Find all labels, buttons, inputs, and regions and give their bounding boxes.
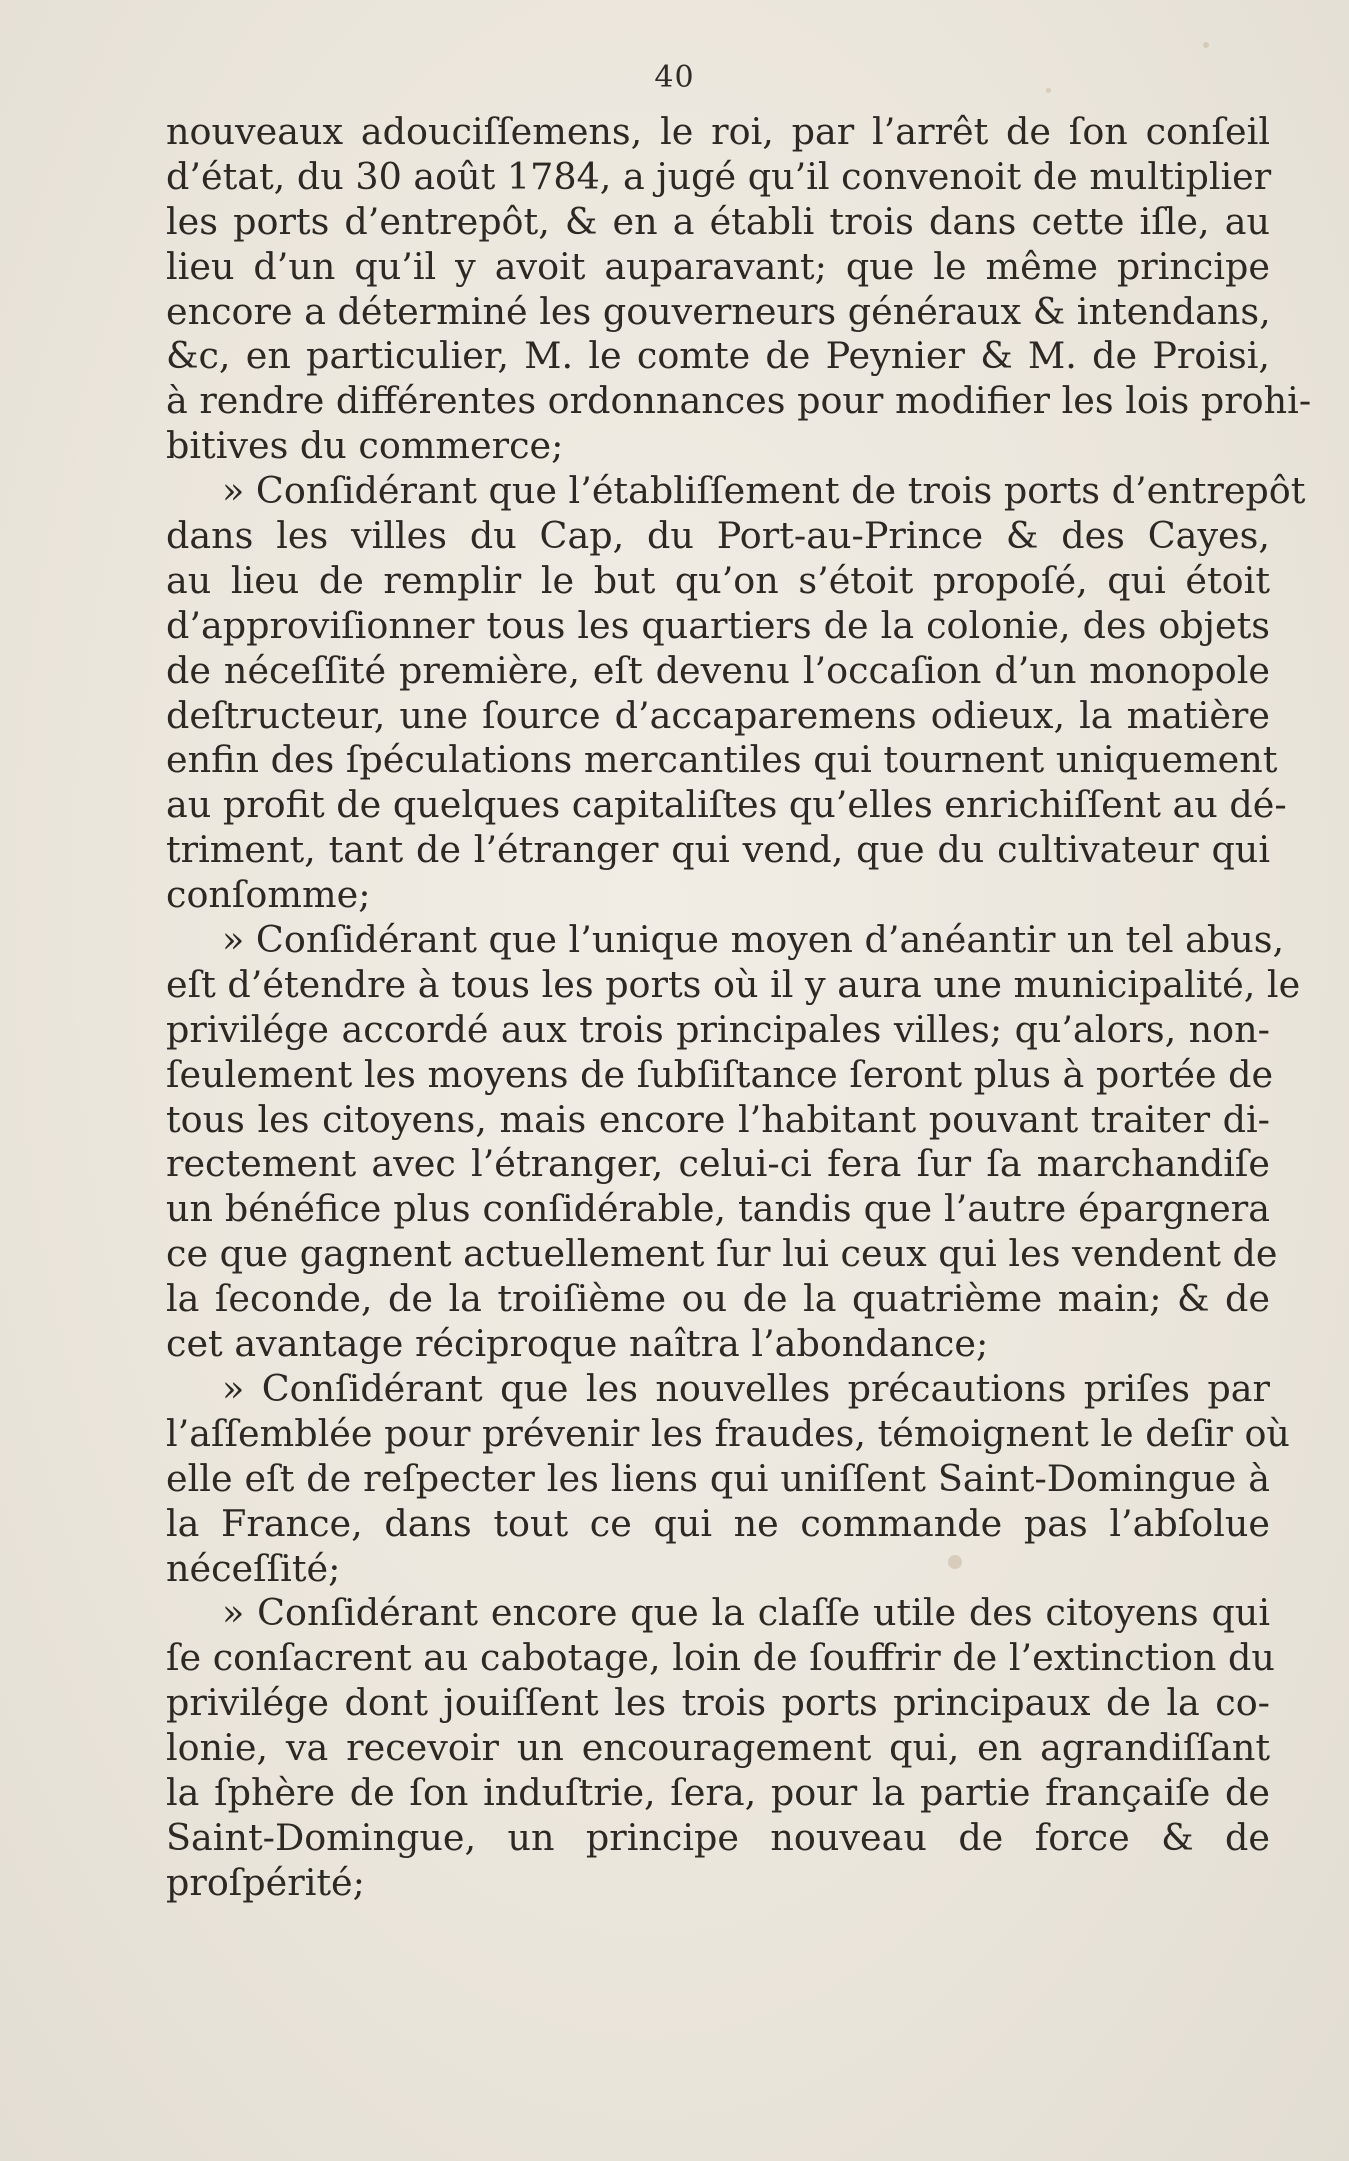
text-line: triment, tant de l’étranger qui vend, que du cultivateur qui <box>166 828 1270 872</box>
text-line: un bénéfice plus conſidérable, tandis que l’autre épargnera <box>166 1187 1270 1231</box>
text-line: enfin des ſpéculations mercantiles qui tournent uniquement <box>166 738 1278 782</box>
text-line: lonie, va recevoir un encouragement qui, en agrandiſſant <box>166 1726 1270 1770</box>
text-line: lieu d’un qu’il y avoit auparavant; que le même principe <box>166 244 1270 288</box>
text-line: &c, en particulier, M. le comte de Peynier & M. de Proisi, <box>166 334 1270 378</box>
text-line: la ſphère de ſon induſtrie, ſera, pour la partie françaiſe de <box>166 1770 1270 1814</box>
text-line: au lieu de remplir le but qu’on s’étoit propoſé, qui étoit <box>166 558 1270 602</box>
text-line: » Conſidérant encore que la claſſe utile des citoyens qui <box>222 1591 1270 1635</box>
text-line: de néceſſité première, eſt devenu l’occaſion d’un monopole <box>166 648 1270 692</box>
text-line: rectement avec l’étranger, celui-ci fera ſur ſa marchandiſe <box>166 1142 1270 1186</box>
text-line: d’état, du 30 août 1784, a jugé qu’il convenoit de multiplier <box>166 154 1272 198</box>
text-line: ſe conſacrent au cabotage, loin de ſouffrir de l’extinction du <box>166 1636 1275 1680</box>
page-number: 40 <box>654 60 695 95</box>
text-line: » Conſidérant que l’unique moyen d’anéantir un tel abus, <box>222 918 1285 962</box>
text-line: elle eſt de reſpecter les liens qui uniſſent Saint-Domingue à <box>166 1456 1270 1500</box>
text-line: néceſſité; <box>166 1546 341 1590</box>
text-line: conſomme; <box>166 873 371 917</box>
text-line: » Conſidérant que l’établiſſement de trois ports d’entrepôt <box>222 469 1306 513</box>
text-line: ſeulement les moyens de ſubſiſtance ſeront plus à portée de <box>166 1052 1274 1096</box>
text-line: au profit de quelques capitaliſtes qu’elles enrichiſſent au dé- <box>166 783 1287 827</box>
paper-speck <box>1203 42 1209 48</box>
text-line: la France, dans tout ce qui ne commande pas l’abſolue <box>166 1501 1270 1545</box>
text-line: encore a déterminé les gouverneurs généraux & intendans, <box>166 289 1271 333</box>
page-body-text <box>166 110 1312 1906</box>
text-line: à rendre différentes ordonnances pour modifier les lois prohi- <box>166 379 1312 423</box>
text-line: d’approviſionner tous les quartiers de la colonie, des objets <box>166 603 1270 647</box>
text-line: tous les citoyens, mais encore l’habitant pouvant traiter di- <box>166 1097 1270 1141</box>
text-line: » Conſidérant que les nouvelles précautions priſes par <box>222 1366 1270 1410</box>
text-line: eſt d’étendre à tous les ports où il y aura une municipalité, le <box>166 962 1301 1006</box>
text-line: privilége dont jouiſſent les trois ports principaux de la co- <box>166 1681 1270 1725</box>
text-line: Saint-Domingue, un principe nouveau de force & de <box>166 1815 1270 1859</box>
text-line: dans les villes du Cap, du Port-au-Prince & des Cayes, <box>166 514 1270 558</box>
text-line: bitives du commerce; <box>166 424 564 468</box>
text-line: la ſeconde, de la troiſième ou de la quatrième main; & de <box>166 1277 1270 1321</box>
text-line: ce que gagnent actuellement ſur lui ceux qui les vendent de <box>166 1232 1278 1276</box>
text-line: proſpérité; <box>166 1860 365 1904</box>
text-line: l’aſſemblée pour prévenir les fraudes, témoignent le deſir où <box>166 1411 1290 1455</box>
text-line: les ports d’entrepôt, & en a établi trois dans cette iſle, au <box>166 199 1270 243</box>
text-line: deſtructeur, une ſource d’accaparemens odieux, la matière <box>166 693 1270 737</box>
text-line: cet avantage réciproque naîtra l’abondance; <box>166 1322 989 1366</box>
text-line: privilége accordé aux trois principales villes; qu’alors, non- <box>166 1007 1270 1051</box>
text-line: nouveaux adouciſſemens, le roi, par l’arrêt de ſon conſeil <box>166 110 1270 153</box>
